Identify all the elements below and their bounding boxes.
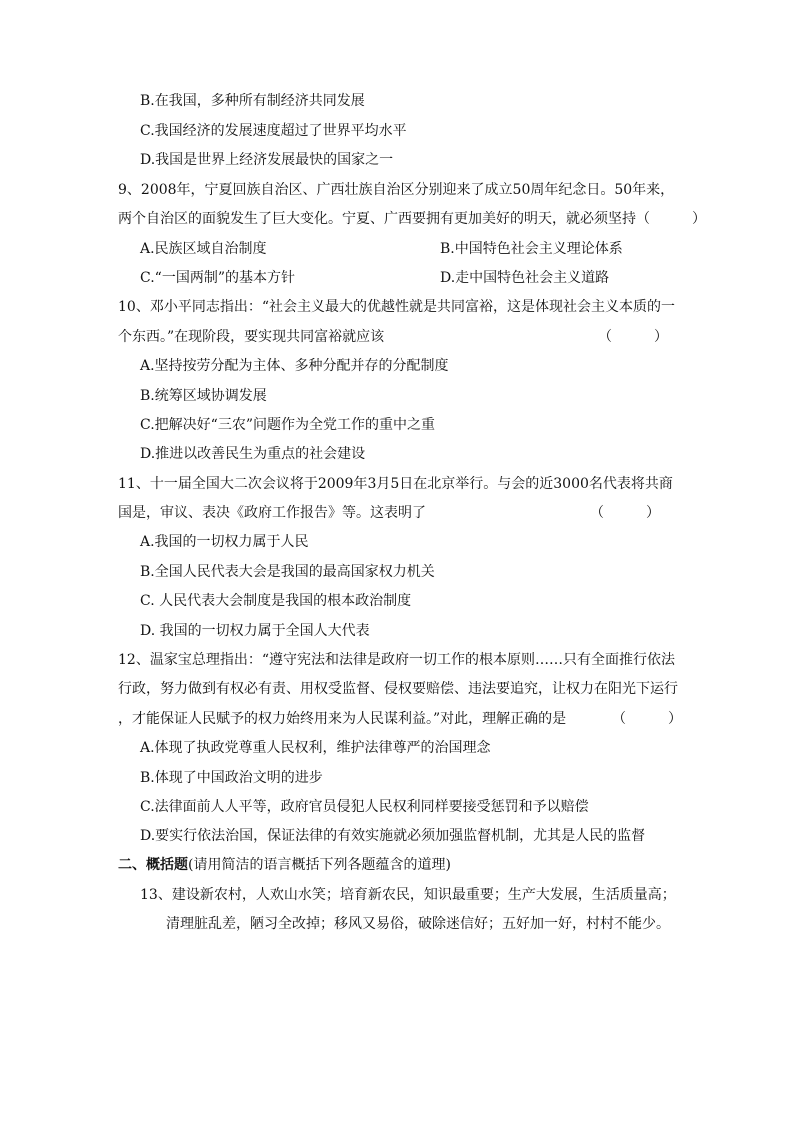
q8-option-b: B.在我国，多种所有制经济共同发展: [140, 93, 365, 109]
q10-option-d: D.推进以改善民生为重点的社会建设: [140, 446, 366, 462]
q11-option-c: C. 人民代表大会制度是我国的根本政治制度: [140, 593, 412, 609]
q9-option-d: D.走中国特色社会主义道路: [440, 270, 610, 286]
q13-line-1: 13、建设新农村，人欢山水笑；培育新农民，知识最重要；生产大发展，生活质量高；: [140, 887, 676, 903]
q8-option-c: C.我国经济的发展速度超过了世界平均水平: [140, 123, 407, 139]
q12-stem-line-1: 12、温家宝总理指出：“遵守宪法和法律是政府一切工作的根本原则……只有全面推行依法: [118, 652, 675, 668]
section-2-heading: [118, 855, 451, 875]
q9-option-a: A.民族区域自治制度: [140, 241, 267, 257]
q11-option-d: D. 我国的一切权力属于全国人大代表: [140, 623, 370, 639]
q10-stem-line-2: 个东西。”在现阶段，要实现共同富裕就应该: [118, 329, 385, 345]
q10-answer-blank: （ ）: [598, 329, 668, 345]
q9-option-c: C.“一国两制”的基本方针: [140, 270, 295, 286]
q9-option-b: B.中国特色社会主义理论体系: [440, 241, 623, 257]
q12-option-b: B.体现了中国政治文明的进步: [140, 770, 323, 786]
q11-option-a: A.我国的一切权力属于人民: [140, 534, 309, 550]
q12-option-d: D.要实行依法治国，保证法律的有效实施就必须加强监督机制，尤其是人民的监督: [140, 828, 646, 844]
q10-option-b: B.统筹区域协调发展: [140, 388, 267, 404]
q10-option-c: C.把解决好“三农”问题作为全党工作的重中之重: [140, 417, 435, 433]
section-2-title: 二、概括题: [118, 857, 188, 873]
q9-stem-line-2: 两个自治区的面貌发生了巨大变化。宁夏、广西要拥有更加美好的明天，就必须坚持（ ）: [118, 211, 706, 227]
section-2-hint: (请用简洁的语言概括下列各题蕴含的道理): [188, 857, 451, 873]
q11-stem-line-1: 11、十一届全国大二次会议将于2009年3月5日在北京举行。与会的近3000名代表将共商: [118, 476, 673, 492]
q9-stem-line-1: 9、2008年，宁夏回族自治区、广西壮族自治区分别迎来了成立50周年纪念日。50年来，: [118, 182, 675, 198]
q12-answer-blank: （ ）: [612, 711, 682, 727]
q12-option-a: A.体现了执政党尊重人民权利，维护法律尊严的治国理念: [140, 740, 491, 756]
q12-option-c: C.法律面前人人平等，政府官员侵犯人民权利同样要接受惩罚和予以赔偿: [140, 799, 589, 815]
q8-option-d: D.我国是世界上经济发展最快的国家之一: [140, 152, 394, 168]
q11-option-b: B.全国人民代表大会是我国的最高国家权力机关: [140, 564, 435, 580]
q11-answer-blank: （ ）: [590, 505, 660, 521]
q10-option-a: A.坚持按劳分配为主体、多种分配并存的分配制度: [140, 358, 449, 374]
q11-stem-line-2: 国是，审议、表决《政府工作报告》等。这表明了: [118, 505, 426, 521]
q13-line-2: 清理脏乱差，陋习全改掉；移风又易俗，破除迷信好；五好加一好，村村不能少。: [166, 916, 670, 932]
q10-stem-line-1: 10、邓小平同志指出：“社会主义最大的优越性就是共同富裕，这是体现社会主义本质的一: [118, 299, 675, 315]
q12-stem-line-2: 行政，努力做到有权必有责、用权受监督、侵权要赔偿、违法要追究，让权力在阳光下运行: [118, 681, 678, 697]
q12-stem-line-3: ，才能保证人民赋予的权力始终用来为人民谋利益。”对此，理解正确的是: [118, 711, 567, 727]
